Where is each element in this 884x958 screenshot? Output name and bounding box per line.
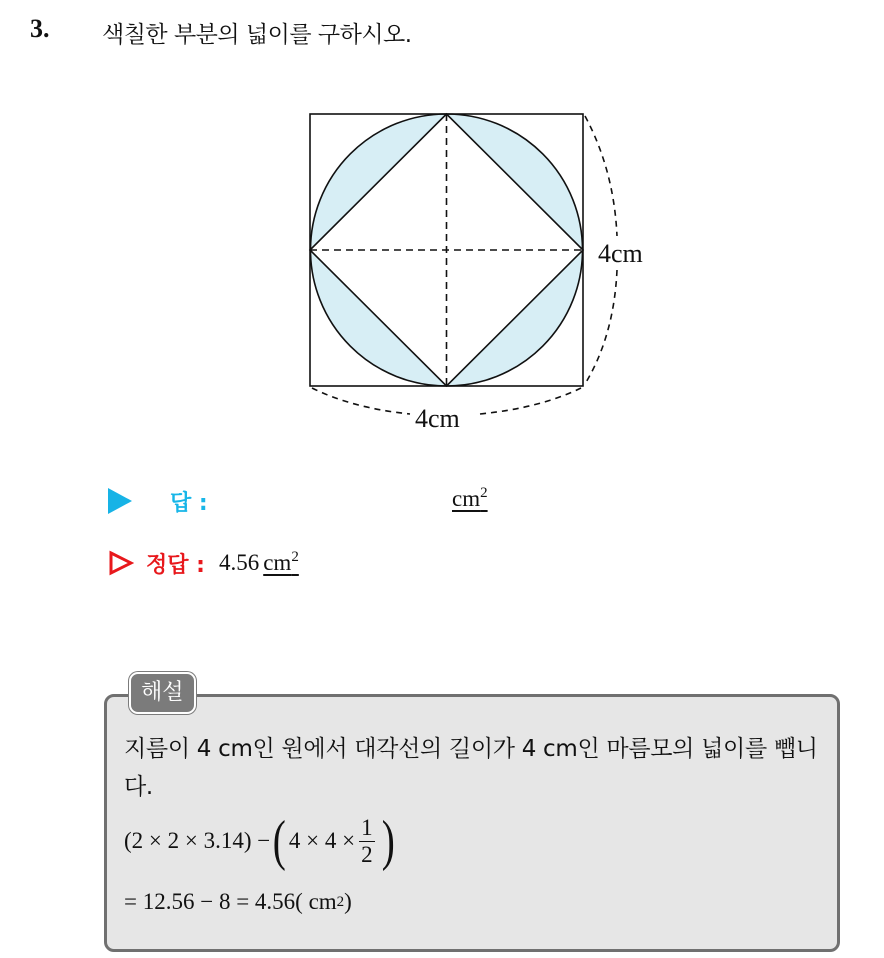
play-triangle-icon [108, 488, 132, 514]
formula-left: (2 × 2 × 3.14) − [124, 828, 271, 853]
explanation-formula-2: = 12.56 − 8 = 4.56( cm 2 ) [124, 889, 352, 914]
answer-blank[interactable] [452, 486, 488, 512]
formula-result-close: ) [344, 889, 352, 914]
explanation-formula-1 [124, 808, 397, 874]
explanation-tag: 해설 [129, 672, 196, 714]
height-label: 4cm [598, 239, 643, 268]
height-arc-top [585, 116, 617, 236]
answer-label: 답 : [170, 490, 208, 516]
fraction-numerator: 1 [361, 814, 373, 840]
question-number: 3. [30, 14, 50, 43]
geometry-figure [0, 0, 884, 470]
solution-value: 4.56 [218, 550, 260, 575]
height-arc-bottom [585, 270, 617, 384]
width-arc-right [480, 388, 581, 414]
solution-row [108, 546, 299, 580]
answer-row [108, 484, 208, 518]
fraction-half [359, 815, 375, 868]
solution-unit: cm [263, 550, 292, 575]
right-paren: ) [381, 810, 395, 872]
left-paren: ( [273, 810, 287, 872]
solution-unit-wrap [263, 550, 299, 576]
width-arc-left [312, 388, 410, 414]
width-label: 4cm [415, 404, 460, 433]
answer-unit: cm [452, 486, 481, 511]
solution-label: 정답 : [146, 552, 205, 578]
question-text: 색칠한 부분의 넓이를 구하시오. [102, 22, 412, 48]
explanation-text: 지름이 4 cm인 원에서 대각선의 길이가 4 cm인 마름모의 넓이를 뺍니다. [124, 736, 818, 800]
formula-result: = 12.56 − 8 = 4.56( cm [124, 889, 337, 914]
formula-inner: 4 × 4 × [288, 828, 356, 853]
outline-triangle-icon [108, 550, 134, 576]
answer-unit-exp: 2 [480, 485, 488, 501]
solution-unit-exp: 2 [291, 549, 299, 565]
fraction-denominator: 2 [361, 841, 373, 867]
